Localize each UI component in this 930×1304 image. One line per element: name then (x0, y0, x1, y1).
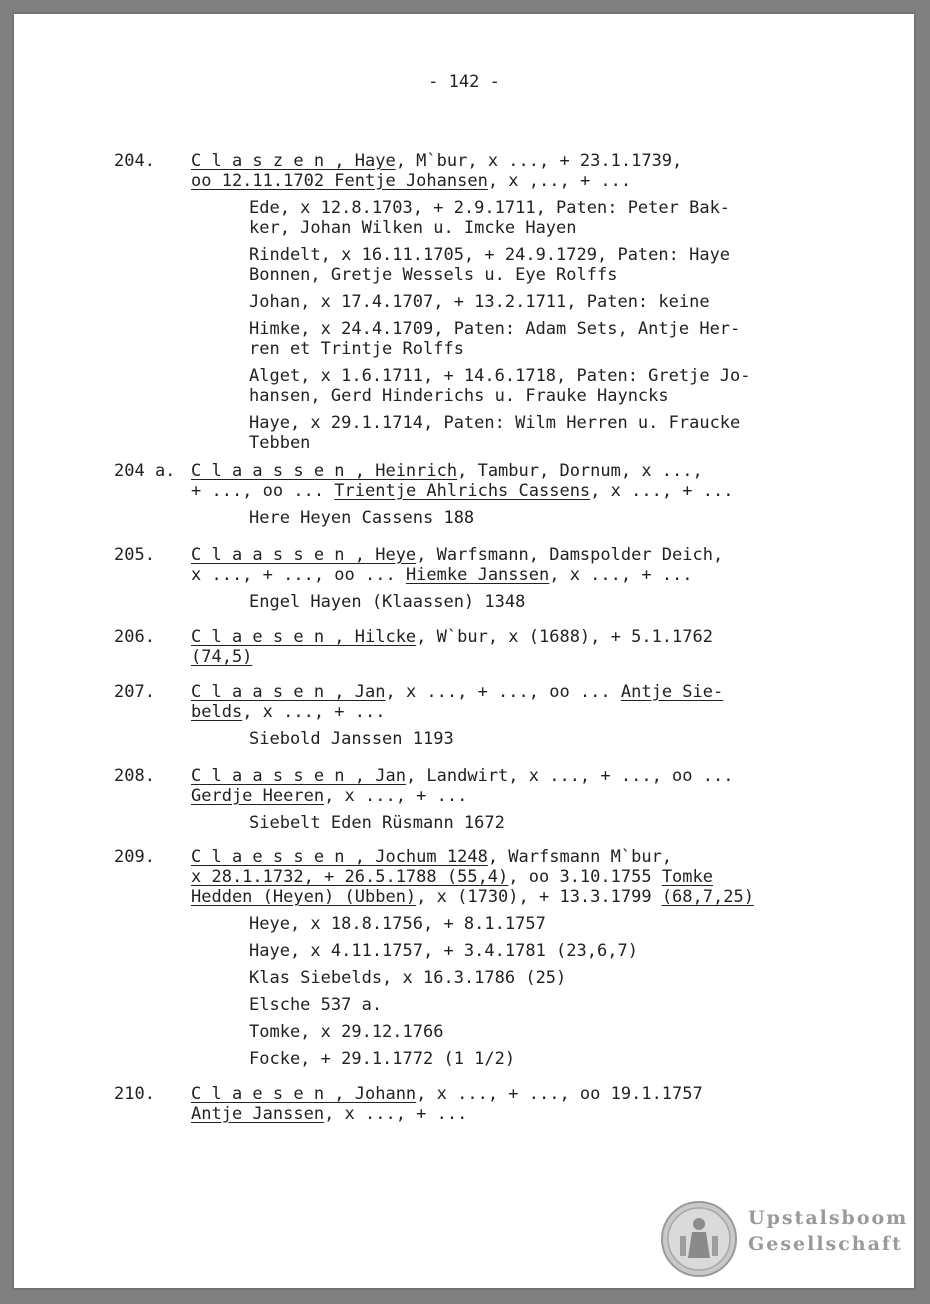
child-line: Johan, x 17.4.1707, + 13.2.1711, Paten: keine (249, 292, 710, 312)
entry-line (191, 867, 824, 887)
entry-body (191, 461, 824, 528)
text-segment: , x ..., + ... (242, 702, 386, 722)
entry-line (191, 1084, 824, 1104)
entry-body (191, 545, 824, 612)
underlined-text: Hedden (Heyen) (Ubben) (191, 887, 417, 907)
child-line: Focke, + 29.1.1772 (1 1/2) (249, 1049, 516, 1069)
underlined-text: Hiemke Janssen (405, 565, 550, 585)
underlined-text: C l a a s e n , Jan (191, 682, 386, 702)
page-number: - 142 - (428, 72, 500, 92)
underlined-text: C l a a s s e n , Heinrich (191, 461, 458, 481)
child-line: Tebben (249, 433, 311, 453)
underlined-text: C l a a s s e n , Jan (191, 766, 406, 786)
entry-line (191, 481, 824, 501)
text-segment: , Tambur, Dornum, x ..., (457, 461, 703, 481)
entry-line (191, 647, 824, 667)
underlined-text: oo 12.11.1702 (191, 171, 335, 191)
underlined-text: (74,5) (191, 647, 253, 667)
entry-number: 204. (114, 151, 155, 171)
entry-number: 209. (114, 847, 155, 867)
brand-name (748, 1205, 908, 1257)
underlined-text: C l a e s s e n , Jochum 1248 (191, 847, 488, 867)
child-record (249, 319, 824, 359)
child-record (249, 508, 824, 528)
text-segment: + ..., oo ... (191, 481, 335, 501)
entry-line (191, 545, 824, 565)
entry (114, 1084, 824, 1124)
text-segment: x ..., + ..., oo ... (191, 565, 406, 585)
underlined-text: C l a e s e n , Johann (191, 1084, 417, 1104)
text-segment: , Warfsmann M`bur, (487, 847, 673, 867)
text-segment: , x ..., + ... (324, 786, 468, 806)
underlined-text: Gerdje Heeren (191, 786, 325, 806)
child-line: Ede, x 12.8.1703, + 2.9.1711, Paten: Peter Bak- (249, 198, 731, 218)
text-segment: , x (1730), + 13.3.1799 (416, 887, 662, 907)
entry-line (191, 565, 824, 585)
entry (114, 461, 824, 528)
child-line: ker, Johan Wilken u. Imcke Hayen (249, 218, 577, 238)
child-line: Alget, x 1.6.1711, + 14.6.1718, Paten: Gretje Jo- (249, 366, 751, 386)
child-line: Rindelt, x 16.11.1705, + 24.9.1729, Paten: Haye (249, 245, 731, 265)
underlined-text: C l a e s e n , Hilcke (191, 627, 417, 647)
entry (114, 682, 824, 749)
document-page (14, 14, 914, 1288)
text-segment: , x ..., + ..., oo 19.1.1757 (416, 1084, 703, 1104)
entry-line (191, 171, 824, 191)
child-line: Siebold Janssen 1193 (249, 729, 454, 749)
child-line: Bonnen, Gretje Wessels u. Eye Rolffs (249, 265, 618, 285)
child-line: Here Heyen Cassens 188 (249, 508, 475, 528)
child-line: Heye, x 18.8.1756, + 8.1.1757 (249, 914, 546, 934)
text-segment: , Landwirt, x ..., + ..., oo ... (405, 766, 734, 786)
entry-line (191, 627, 824, 647)
text-segment: , x ,.., + ... (487, 171, 632, 191)
entry (114, 545, 824, 612)
underlined-text: Antje Janssen (191, 1104, 325, 1124)
brand-line-1: Upstalsboom (748, 1207, 909, 1229)
child-line: Elsche 537 a. (249, 995, 383, 1015)
child-line: Klas Siebelds, x 16.3.1786 (25) (249, 968, 567, 988)
entry (114, 627, 824, 667)
entry-number: 205. (114, 545, 155, 565)
entry-line (191, 1104, 824, 1124)
entry-body (191, 847, 824, 1069)
entry-line (191, 461, 824, 481)
child-record (249, 245, 824, 285)
entry-body (191, 627, 824, 667)
entry-line (191, 786, 824, 806)
child-record (249, 1049, 824, 1069)
underlined-text: Tomke (661, 867, 713, 887)
child-line: Haye, x 29.1.1714, Paten: Wilm Herren u. Fraucke (249, 413, 741, 433)
entry (114, 766, 824, 833)
underlined-text: C l a a s s e n , Heye (191, 545, 417, 565)
text-segment: , M`bur, x ..., + 23.1.1739, (395, 151, 683, 171)
entry-body (191, 766, 824, 833)
child-line: ren et Trintje Rolffs (249, 339, 464, 359)
child-record (249, 729, 824, 749)
entry-body (191, 151, 824, 453)
entry-line (191, 151, 824, 171)
child-record (249, 366, 824, 406)
entry-line (191, 702, 824, 722)
child-record (249, 592, 824, 612)
entry-number: 204 a. (114, 461, 176, 481)
child-record (249, 198, 824, 238)
brand-line-2: Gesellschaft (748, 1233, 903, 1255)
underlined-text: C l a s z e n , Haye (191, 151, 396, 171)
child-record (249, 413, 824, 453)
child-line: Himke, x 24.4.1709, Paten: Adam Sets, Antje Her- (249, 319, 741, 339)
underlined-text: (68,7,25) (661, 887, 754, 907)
text-segment: , x ..., + ... (549, 565, 693, 585)
entry-number: 208. (114, 766, 155, 786)
child-record (249, 914, 824, 934)
entry-line (191, 847, 824, 867)
entry-body (191, 1084, 824, 1124)
seal-icon (660, 1200, 738, 1278)
text-segment: , W`bur, x (1688), + 5.1.1762 (416, 627, 713, 647)
entry-number: 207. (114, 682, 155, 702)
child-line: Siebelt Eden Rüsmann 1672 (249, 813, 505, 833)
entry-body (191, 682, 824, 749)
child-record (249, 995, 824, 1015)
entry-number: 206. (114, 627, 155, 647)
underlined-text: belds (191, 702, 243, 722)
underlined-text: Fentje Johansen (334, 171, 488, 191)
entry-line (191, 682, 824, 702)
entry-line (191, 766, 824, 786)
underlined-text: x 28.1.1732, + 26.5.1788 (55,4) (191, 867, 509, 887)
text-segment: , x ..., + ..., oo ... (385, 682, 621, 702)
child-line: Engel Hayen (Klaassen) 1348 (249, 592, 526, 612)
child-line: Haye, x 4.11.1757, + 3.4.1781 (23,6,7) (249, 941, 638, 961)
watermark (660, 1200, 910, 1280)
underlined-text: Trientje Ahlrichs Cassens (334, 481, 591, 501)
text-segment: , Warfsmann, Damspolder Deich, (416, 545, 724, 565)
entry-number: 210. (114, 1084, 155, 1104)
child-line: hansen, Gerd Hinderichs u. Frauke Hayncks (249, 386, 669, 406)
underlined-text: Antje Sie- (620, 682, 724, 702)
text-segment: , x ..., + ... (324, 1104, 468, 1124)
text-segment: , oo 3.10.1755 (508, 867, 662, 887)
child-record (249, 813, 824, 833)
child-record (249, 968, 824, 988)
child-line: Tomke, x 29.12.1766 (249, 1022, 444, 1042)
entry (114, 151, 824, 453)
entry (114, 847, 824, 1069)
text-segment: , x ..., + ... (590, 481, 734, 501)
entry-line (191, 887, 824, 907)
child-record (249, 292, 824, 312)
child-record (249, 941, 824, 961)
child-record (249, 1022, 824, 1042)
